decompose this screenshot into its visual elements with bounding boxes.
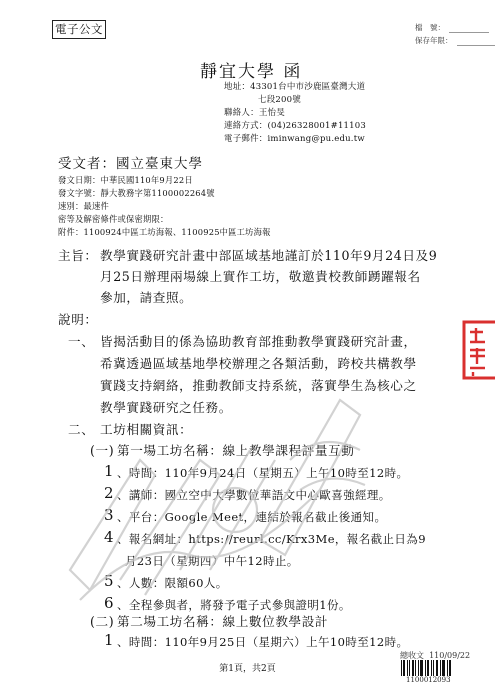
- item1-line-4: 教學實踐研究之任務。: [100, 400, 232, 415]
- item1-line-1: 皆揭活動目的係為協助教育部推動教學實踐研究計畫，: [100, 334, 417, 349]
- row-text: 、報名網址：https://reurl.cc/Krx3Me，報名截止日為9: [117, 532, 426, 546]
- workshop1-marker: (一): [90, 443, 115, 458]
- row-text: 、講師：國立空中大學數位華語文中心歐喜強經理。: [117, 488, 391, 502]
- issue-date: 發文日期：中華民國110年9月22日: [58, 175, 193, 185]
- row-text: 、時間：110年9月24日（星期五）上午10時至12時。: [117, 466, 409, 480]
- retention-label: 保存年限：: [415, 35, 495, 46]
- row-number: 1: [104, 462, 115, 480]
- sender-address: 地址：43301台中市沙鹿區臺灣大道: [224, 82, 366, 92]
- row-text: 、平台：Google Meet，連結於報名截止後通知。: [117, 510, 387, 524]
- row-text: 、全程參與者，將發予電子式參與證明1份。: [117, 598, 351, 612]
- doc-number: 發文字號：靜大教務字第1100002264號: [58, 188, 215, 198]
- barcode: [400, 660, 452, 676]
- row-number: 2: [104, 484, 115, 502]
- subject-line-1: 教學實踐研究計畫中部區域基地謹訂於110年9月24日及9: [100, 248, 438, 263]
- sender-contact: 聯絡人：王怡旻: [224, 108, 285, 118]
- archive-no-label: 檔 號：: [415, 22, 489, 33]
- barcode-number: 1100012093: [406, 676, 451, 684]
- row-number: 6: [104, 594, 115, 612]
- item1-marker: 一、: [68, 334, 95, 349]
- workshop2-marker: (二): [90, 614, 115, 629]
- document-title: 靜宜大學 函: [200, 62, 303, 82]
- received-stamp: 總收文 110/09/22: [400, 651, 471, 660]
- sender-address-line2: 七段200號: [258, 95, 301, 105]
- subject-line-2: 月25日辦理兩場線上實作工坊，敬邀貴校教師踴躍報名: [100, 269, 421, 284]
- row-number: 3: [104, 506, 115, 524]
- row-number: 5: [104, 572, 115, 590]
- workshop1-title: 第一場工坊名稱：線上教學課程評量互動: [117, 443, 355, 458]
- row-number: 1: [104, 631, 115, 649]
- recipient: 受文者：國立臺東大學: [58, 156, 203, 172]
- speed-class: 速別：最速件: [58, 201, 109, 211]
- item2-label: 工坊相關資訊：: [100, 422, 193, 437]
- row-text: 月23日（星期四）中午12時止。: [125, 554, 299, 568]
- row-text: 、人數：限額60人。: [117, 576, 228, 590]
- row-text: 、時間：110年9月25日（星期六）上午10時至12時。: [117, 635, 409, 649]
- item2-marker: 二、: [68, 422, 95, 437]
- subject-line-3: 參加，請查照。: [100, 290, 193, 305]
- security-level: 密等及解密條件或保密期限：: [58, 214, 169, 224]
- item1-line-2: 希冀透過區域基地學校辦理之各類活動，跨校共構教學: [100, 356, 417, 371]
- item1-line-3: 實踐支持網絡，推動教師支持系統，落實學生為核心之: [100, 378, 417, 393]
- sender-email: 電子郵件：iminwang@pu.edu.tw: [224, 134, 365, 144]
- page-number: 第1頁，共2頁: [219, 664, 276, 674]
- red-stamp: [461, 318, 495, 382]
- row-number: 4: [104, 528, 115, 546]
- workshop2-title: 第二場工坊名稱：線上數位教學設計: [117, 614, 329, 629]
- attachments: 附件：1100924中區工坊海報、1100925中區工坊海報: [58, 227, 271, 237]
- sender-phone: 連絡方式：(04)26328001#11103: [224, 121, 366, 131]
- explanation-label: 說明：: [58, 312, 98, 327]
- e-document-badge: 電子公文: [52, 20, 106, 39]
- subject-label: 主旨：: [58, 248, 98, 263]
